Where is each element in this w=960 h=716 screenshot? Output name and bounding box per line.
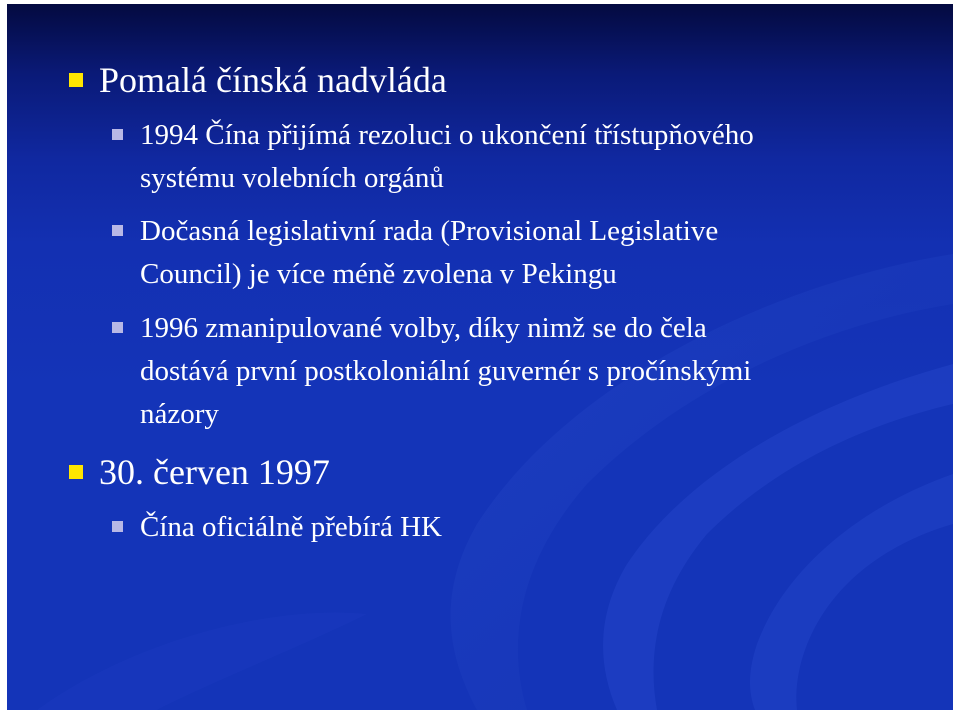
slide-content [7,4,953,710]
bullet-text: 30. červen 1997 [99,452,330,492]
square-bullet-icon [112,129,123,140]
square-bullet-icon [112,225,123,236]
bullet-text-line: Council) je více méně zvolena v Pekingu [140,258,617,290]
slide [7,4,953,710]
bullet-text-line: 1996 zmanipulované volby, díky nimž se do čela [140,312,707,344]
bullet-text-line: Dočasná legislativní rada (Provisional Legislative [140,215,719,247]
square-bullet-icon [112,521,123,532]
square-bullet-icon [112,322,123,333]
square-bullet-icon [69,73,83,87]
bullet-text-line: názory [140,398,219,430]
bullet-text-line: systému volebních orgánů [140,162,444,194]
bullet-text: Pomalá čínská nadvláda [99,60,447,100]
bullet-text-line: Čína oficiálně přebírá HK [140,511,442,543]
bullet-text-line: dostává první postkoloniální guvernér s pročínskými [140,355,752,387]
square-bullet-icon [69,465,83,479]
bullet-text-line: 1994 Čína přijímá rezoluci o ukončení třístupňového [140,119,754,151]
